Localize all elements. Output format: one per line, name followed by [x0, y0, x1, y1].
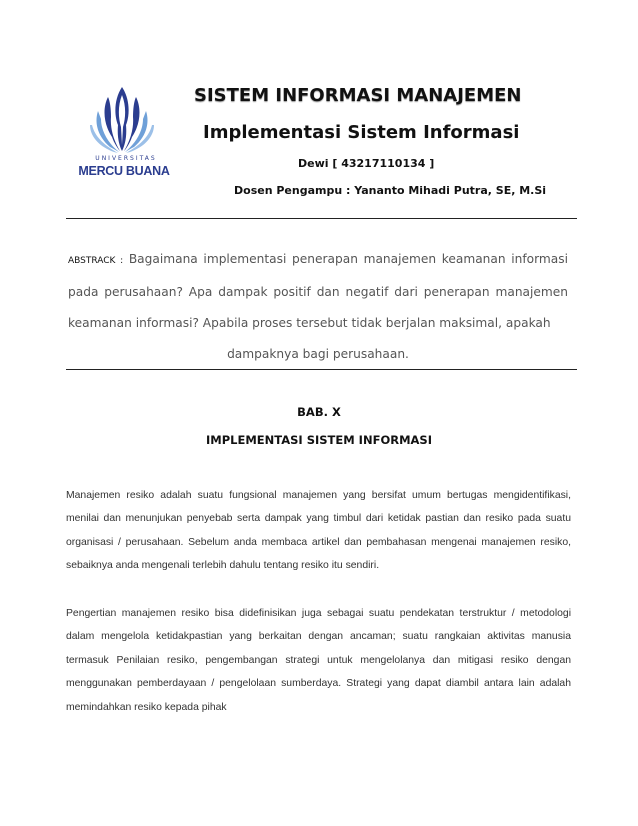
lecturer-line: Dosen Pengampu : Yananto Mihadi Putra, SE, M.Si	[234, 184, 547, 197]
paragraph: Manajemen resiko adalah suatu fungsional manajemen yang bersifat umum bertugas mengidentifikasi, menilai dan menunjukan penyebab serta dampak yang timbul dari ketidak pastian dan resiko pada suatu organisasi / perusahaan. Sebelum anda membaca artikel dan pembahasan mengenai manajemen resiko, sebaiknya anda mengenali terlebih dahulu tentang resiko itu sendiri.	[66, 490, 571, 572]
abstract-text: Bagaimana implementasi penerapan manajemen keamanan informasi pada perusahaan? Apa dampak positif dan negatif dari penerapan manajemen keamanan informasi? Apabila proses tersebut tidak berjalan maksimal, apakah	[68, 252, 568, 330]
chapter-number: BAB. X	[297, 405, 341, 419]
abstract-last-line: dampaknya bagi perusahaan.	[227, 347, 409, 361]
header-divider	[66, 218, 577, 219]
author-line: Dewi [ 43217110134 ]	[298, 157, 435, 170]
flame-emblem-icon	[84, 85, 160, 155]
abstract-block	[68, 244, 568, 370]
abstract-label: ABSTRACK :	[68, 256, 124, 266]
paragraph: Pengertian manajemen resiko bisa didefinisikan juga sebagai suatu pendekatan terstruktur / metodologi dalam mengelola ketidakpastian yang berkaitan dengan ancaman; suatu rangkaian aktivitas manusia termasuk Penilaian resiko, pengembangan strategi untuk mengelolanya dan mitigasi resiko dengan menggunakan pemberdayaan / pengelolaan sumberdaya. Strategi yang dapat diambil antara lain adalah memindahkan resiko kepada pihak	[66, 608, 571, 713]
university-logo	[72, 85, 172, 185]
logo-university-name: MERCU BUANA	[78, 164, 170, 178]
logo-university-label: UNIVERSITAS	[95, 155, 157, 162]
chapter-title: IMPLEMENTASI SISTEM INFORMASI	[206, 433, 432, 447]
document-title: SISTEM INFORMASI MANAJEMEN	[194, 85, 522, 106]
abstract-divider	[66, 369, 577, 370]
document-subtitle: Implementasi Sistem Informasi	[203, 122, 520, 143]
